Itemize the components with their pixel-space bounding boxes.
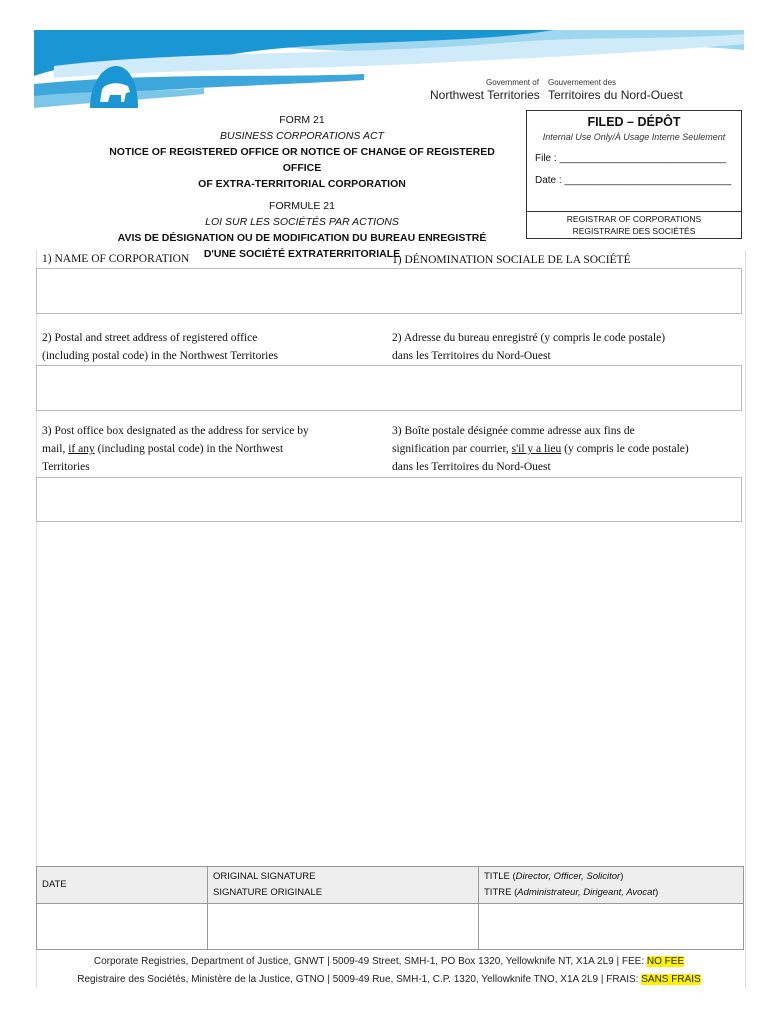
form-titles: [92, 112, 512, 262]
gov-fr-small: Gouvernement des: [548, 78, 617, 87]
footer-address-fr: Registraire des Sociétés, Ministère de la Justice, GTNO | 5009-49 Rue, SMH-1, C.P. 1320, Yellowknife TNO, X1A 2L9 | FRAIS:: [77, 974, 642, 985]
filed-box: [526, 110, 742, 212]
registered-office-address-input[interactable]: [36, 365, 742, 411]
field1-label-fr: 1) DÉNOMINATION SOCIALE DE LA SOCIÉTÉ: [392, 254, 631, 266]
field1-label-en: 1) NAME OF CORPORATION: [42, 253, 190, 265]
field2-en-line1: 2) Postal and street address of registered office: [42, 332, 258, 344]
footer-line-fr: [36, 971, 742, 989]
registrar-fr: REGISTRAIRE DES SOCIÉTÉS: [572, 226, 696, 236]
formule-number: FORMULE 21: [269, 200, 335, 212]
signature-header-fr: SIGNATURE ORIGINALE: [213, 887, 323, 898]
notice-title-line1: NOTICE OF REGISTERED OFFICE OR NOTICE OF CHANGE OF REGISTERED OFFICE: [109, 146, 495, 174]
field2-label-en: [42, 329, 382, 365]
footer-line-en: [36, 953, 742, 971]
field3-fr-line1: 3) Boîte postale désignée comme adresse aux fins de: [392, 425, 635, 437]
footer-address-en: Corporate Registries, Department of Justice, GNWT | 5009-49 Street, SMH-1, PO Box 1320, Yellowknife NT, X1A 2L9 | FEE:: [93, 956, 647, 967]
date-header-label: DATE: [42, 879, 67, 890]
notice-title-line2: OF EXTRA-TERRITORIAL CORPORATION: [198, 178, 406, 190]
field2-fr-line2: dans les Territoires du Nord-Ouest: [392, 350, 551, 362]
title-header-en: [484, 869, 738, 885]
title-en-b: ): [620, 871, 624, 882]
title-header: [479, 867, 744, 904]
signature-header: [208, 867, 479, 904]
loi-name: LOI SUR LES SOCIÉTÉS PAR ACTIONS: [205, 216, 399, 228]
gov-en-small: Government of: [486, 78, 539, 87]
date-header: [37, 867, 208, 904]
title-input[interactable]: [479, 904, 744, 950]
title-en-roles: Director, Officer, Solicitor: [515, 871, 621, 882]
file-number-field[interactable]: File : ______________________________: [535, 153, 727, 164]
field3-en-2a: mail,: [42, 443, 69, 455]
registrar-box: [526, 212, 742, 239]
footer: [36, 953, 742, 989]
field3-label-en: [42, 422, 387, 476]
form-number: FORM 21: [279, 114, 325, 126]
title-fr-roles: Administrateur, Dirigeant, Avocat: [517, 887, 656, 898]
field3-fr-2b: (y compris le code postale): [561, 443, 689, 455]
field2-en-line2: (including postal code) in the Northwest Territories: [42, 350, 278, 362]
po-box-address-input[interactable]: [36, 477, 742, 522]
title-fr-b: ): [655, 887, 659, 898]
avis-title-line1: AVIS DE DÉSIGNATION OU DE MODIFICATION DU BUREAU ENREGISTRÉ: [117, 232, 487, 244]
title-en-a: TITLE (: [484, 871, 516, 882]
polar-bear-icon: [88, 62, 140, 108]
gov-fr-big: Territoires du Nord-Ouest: [548, 88, 683, 102]
frais-badge: SANS FRAIS: [641, 974, 701, 985]
polar-bear-logo: [88, 62, 140, 108]
internal-use-note: Internal Use Only/À Usage Interne Seulement: [542, 132, 726, 142]
title-fr-a: TITRE (: [484, 887, 518, 898]
corporation-name-input[interactable]: [36, 268, 742, 314]
gov-en-big: Northwest Territories: [430, 88, 540, 102]
field3-en-2b: (including postal code) in the Northwest: [94, 443, 284, 455]
signature-header-en: ORIGINAL SIGNATURE: [213, 871, 316, 882]
avis-title-line2: D'UNE SOCIÉTÉ EXTRATERRITORIALE: [203, 248, 401, 260]
filed-date-field[interactable]: Date : ______________________________: [535, 175, 732, 186]
act-name: BUSINESS CORPORATIONS ACT: [220, 130, 384, 142]
title-header-fr: [484, 885, 738, 901]
registrar-en: REGISTRAR OF CORPORATIONS: [566, 214, 702, 224]
field3-en-if-any: if any: [68, 443, 95, 455]
field2-fr-line1: 2) Adresse du bureau enregistré (y compris le code postale): [392, 332, 666, 344]
field3-en-line2: [42, 440, 387, 458]
signature-input[interactable]: [208, 904, 479, 950]
date-input[interactable]: [37, 904, 208, 950]
field3-label-fr: [392, 422, 742, 476]
field3-fr-line2: [392, 440, 742, 458]
field2-label-fr: [392, 329, 742, 365]
field3-en-line1: 3) Post office box designated as the address for service by: [42, 425, 309, 437]
signature-table: [36, 866, 744, 950]
field3-fr-sil-y-a-lieu: s'il y a lieu: [511, 443, 562, 455]
field3-fr-line3: dans les Territoires du Nord-Ouest: [392, 461, 551, 473]
fee-badge: NO FEE: [646, 956, 685, 967]
field3-en-line3: Territories: [42, 461, 90, 473]
filed-heading: FILED – DÉPÔT: [587, 115, 681, 129]
field3-fr-2a: signification par courrier,: [392, 443, 512, 455]
